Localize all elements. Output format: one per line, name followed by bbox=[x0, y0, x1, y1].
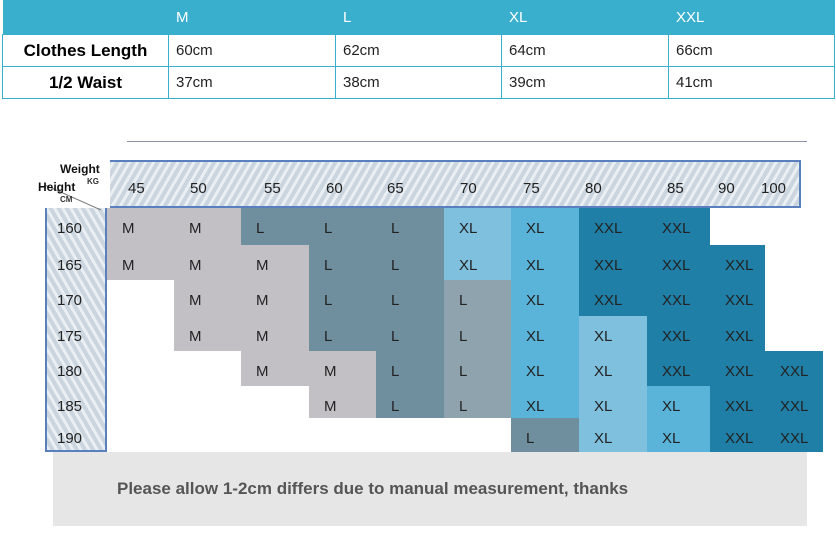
size-cell-m bbox=[309, 386, 376, 418]
size-cell-label: M bbox=[189, 257, 202, 274]
size-cell-label: XXL bbox=[725, 328, 754, 345]
size-cell-label: L bbox=[324, 328, 333, 345]
size-cell-label: XXL bbox=[725, 292, 754, 309]
size-cell-l bbox=[309, 208, 376, 245]
weight-col-label: 70 bbox=[460, 180, 477, 197]
height-row-label: 185 bbox=[57, 398, 83, 415]
size-cell-xl bbox=[444, 245, 511, 280]
header-size-xxl: XXL bbox=[669, 0, 835, 35]
size-cell-label: L bbox=[391, 363, 400, 380]
size-cell-m bbox=[241, 316, 309, 351]
size-cell-label: L bbox=[324, 292, 333, 309]
size-cell-xl bbox=[444, 208, 511, 245]
size-cell-m bbox=[309, 351, 376, 386]
cell-value: 66cm bbox=[669, 35, 835, 67]
size-cell-l bbox=[309, 245, 376, 280]
size-cell-l bbox=[511, 418, 579, 452]
size-cell-label: L bbox=[391, 292, 400, 309]
weight-unit-label: KG bbox=[87, 177, 99, 186]
size-cell-label: XL bbox=[594, 328, 613, 345]
size-cell-label: M bbox=[324, 398, 337, 415]
weight-col-label: 45 bbox=[128, 180, 145, 197]
height-row-label: 165 bbox=[57, 257, 83, 274]
size-cell-label: M bbox=[189, 328, 202, 345]
size-cell-label: M bbox=[189, 220, 202, 237]
size-cell-label: L bbox=[459, 363, 468, 380]
weight-col-label: 60 bbox=[326, 180, 343, 197]
size-cell-l bbox=[376, 280, 444, 316]
weight-col-label: 55 bbox=[264, 180, 281, 197]
size-cell-label: XL bbox=[526, 257, 545, 274]
cell-value: 64cm bbox=[502, 35, 669, 67]
size-cell-label: XL bbox=[662, 398, 681, 415]
height-row-label: 190 bbox=[57, 430, 83, 447]
size-cell-label: M bbox=[256, 257, 269, 274]
size-cell-label: M bbox=[256, 363, 269, 380]
size-cell-l bbox=[309, 280, 376, 316]
size-cell-l bbox=[444, 351, 511, 386]
size-cell-label: XL bbox=[594, 363, 613, 380]
size-cell-l bbox=[376, 316, 444, 351]
weight-col-label: 80 bbox=[585, 180, 602, 197]
row-label-half-waist: 1/2 Waist bbox=[3, 67, 169, 99]
size-cell-label: XL bbox=[459, 220, 478, 237]
cell-value: 37cm bbox=[169, 67, 336, 99]
size-cell-label: L bbox=[256, 220, 265, 237]
size-cell-label: XL bbox=[459, 257, 478, 274]
size-cell-label: XXL bbox=[594, 292, 623, 309]
size-cell-xl bbox=[511, 280, 579, 316]
cell-value: 62cm bbox=[336, 35, 502, 67]
size-cell-label: L bbox=[459, 328, 468, 345]
size-cell-label: XXL bbox=[662, 328, 691, 345]
size-cell-l bbox=[241, 208, 309, 245]
size-cell-xl bbox=[579, 418, 647, 452]
size-cell-label: XXL bbox=[725, 257, 754, 274]
height-row-label: 170 bbox=[57, 292, 83, 309]
height-unit-label: CM bbox=[60, 195, 73, 204]
size-cell-label: XXL bbox=[594, 220, 623, 237]
weight-col-label: 90 bbox=[718, 180, 735, 197]
size-cell-label: L bbox=[324, 257, 333, 274]
size-cell-label: XXL bbox=[780, 398, 809, 415]
cell-value: 38cm bbox=[336, 67, 502, 99]
size-cell-label: L bbox=[391, 398, 400, 415]
size-cell-m bbox=[174, 208, 241, 245]
cell-value: 41cm bbox=[669, 67, 835, 99]
row-label-clothes-length: Clothes Length bbox=[3, 35, 169, 67]
weight-axis-label: Weight bbox=[60, 162, 100, 176]
size-cell-l bbox=[376, 208, 444, 245]
height-row-label: 160 bbox=[57, 220, 83, 237]
size-cell-l bbox=[444, 386, 511, 418]
size-cell-m bbox=[174, 245, 241, 280]
size-cell-label: XL bbox=[594, 430, 613, 447]
size-cell-m bbox=[107, 245, 174, 280]
size-cell-m bbox=[241, 245, 309, 280]
size-cell-label: XXL bbox=[662, 220, 691, 237]
size-cell-label: M bbox=[122, 220, 135, 237]
size-cell-m bbox=[107, 208, 174, 245]
size-cell-label: M bbox=[256, 292, 269, 309]
size-cell-label: XXL bbox=[662, 363, 691, 380]
size-cell-xl bbox=[511, 208, 579, 245]
size-cell-label: XXL bbox=[780, 430, 809, 447]
size-cell-label: XXL bbox=[662, 292, 691, 309]
header-size-l: L bbox=[336, 0, 502, 35]
size-cell-xl bbox=[511, 316, 579, 351]
size-cell-label: XL bbox=[594, 398, 613, 415]
size-cell-l bbox=[444, 316, 511, 351]
size-cell-label: XL bbox=[526, 328, 545, 345]
size-cell-label: XXL bbox=[725, 398, 754, 415]
size-cell-label: XL bbox=[526, 363, 545, 380]
size-cell-m bbox=[241, 351, 309, 386]
weight-col-label: 75 bbox=[523, 180, 540, 197]
size-cell-xl bbox=[511, 245, 579, 280]
size-cell-label: XL bbox=[526, 398, 545, 415]
size-cell-l bbox=[376, 386, 444, 418]
size-cell-label: XXL bbox=[725, 363, 754, 380]
size-cell-l bbox=[444, 280, 511, 316]
size-cell-xl bbox=[579, 316, 647, 351]
height-axis-label: Height bbox=[38, 180, 76, 194]
size-cell-label: XXL bbox=[725, 430, 754, 447]
weight-header-bar bbox=[45, 160, 801, 208]
size-cell-label: M bbox=[189, 292, 202, 309]
weight-col-label: 65 bbox=[387, 180, 404, 197]
size-cell-label: L bbox=[391, 220, 400, 237]
size-cell-label: M bbox=[122, 257, 135, 274]
size-cell-label: L bbox=[526, 430, 535, 447]
size-cell-label: XL bbox=[526, 292, 545, 309]
weight-col-label: 50 bbox=[190, 180, 207, 197]
size-cell-label: L bbox=[391, 328, 400, 345]
size-cell-m bbox=[174, 316, 241, 351]
size-cell-xl bbox=[511, 386, 579, 418]
size-cell-l bbox=[376, 245, 444, 280]
header-size-m: M bbox=[169, 0, 336, 35]
size-cell-label: L bbox=[391, 257, 400, 274]
size-cell-label: L bbox=[459, 398, 468, 415]
size-cell-label: M bbox=[324, 363, 337, 380]
size-cell-m bbox=[241, 280, 309, 316]
cell-value: 60cm bbox=[169, 35, 336, 67]
size-cell-m bbox=[174, 280, 241, 316]
weight-col-label: 100 bbox=[761, 180, 787, 197]
size-cell-xl bbox=[511, 351, 579, 386]
height-row-label: 175 bbox=[57, 328, 83, 345]
size-cell-label: M bbox=[256, 328, 269, 345]
height-row-label: 180 bbox=[57, 363, 83, 380]
size-cell-label: XXL bbox=[662, 257, 691, 274]
size-cell-label: XL bbox=[662, 430, 681, 447]
measurement-note: Please allow 1-2cm differs due to manual measurement, thanks bbox=[117, 479, 629, 498]
size-cell-xl bbox=[579, 351, 647, 386]
size-cell-label: XL bbox=[526, 220, 545, 237]
weight-col-label: 85 bbox=[667, 180, 684, 197]
size-cell-l bbox=[376, 351, 444, 386]
size-cell-label: L bbox=[459, 292, 468, 309]
size-cell-label: XXL bbox=[780, 363, 809, 380]
cell-value: 39cm bbox=[502, 67, 669, 99]
size-cell-label: L bbox=[324, 220, 333, 237]
size-cell-xl bbox=[579, 386, 647, 418]
header-size-xl: XL bbox=[502, 0, 669, 35]
size-cell-label: XXL bbox=[594, 257, 623, 274]
size-cell-l bbox=[309, 316, 376, 351]
